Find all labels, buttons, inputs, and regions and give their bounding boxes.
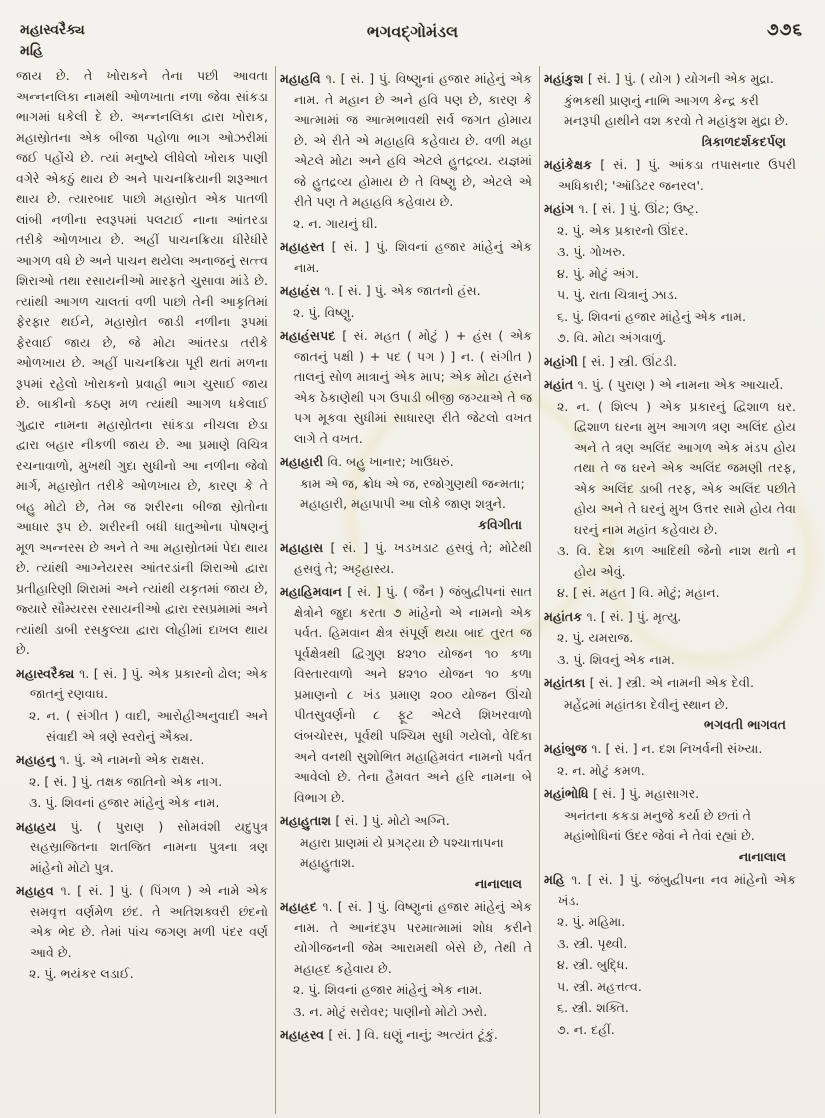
entry-sense: ૨. પું. વિષ્ણુ. <box>293 304 355 320</box>
column-2 <box>276 64 539 1114</box>
entry-headword: મહાંતક <box>544 608 587 624</box>
dictionary-entry: મહાહ્રદ ૧. [ સં. ] પું. વિષ્ણુનાં હજાર માંહેનું એક નામ. તે આનંદરૂપ પરમાત્મામાં શોધ કરીને યોગીજનની જેમ આરામથી બેસે છે, તેથી તે મહાહ્રદ કહેવાય છે. <box>280 899 533 976</box>
dictionary-entry: મહાંગ ૧. [ સં. ] પું. ઊંટ; ઉષ્ટ્ર. <box>544 201 699 217</box>
citation-quote: મહારા પ્રાણમાં યે પ્રગટ્યા છે પશ્ચાત્તાપના મહાહુતાશ. <box>300 834 504 871</box>
entry-sense: ૨. પું. શિવનાં હજાર માંહેનું એક નામ. <box>293 982 483 998</box>
citation-quote: કુંભકથી પ્રાણનું નાભિ આગળ કેન્દ્ર કરી મનરૂપી હાથીને વશ કરવો તે મહાંકુશ મુદ્રા છે. <box>564 92 789 129</box>
citation-source: ત્રિકાળદર્શકદર્પણ <box>701 133 786 149</box>
entry-headword: મહાસ્વરૈક્ય <box>16 665 80 681</box>
dictionary-entry: મહાંબુજ ૧. [ સં. ] ન. દશ નિખર્વની સંખ્યા. <box>544 740 763 756</box>
dictionary-entry: મહાહારી વિ. બહુ ખાનાર; ખાઉધરું. <box>280 454 454 470</box>
column-layout <box>12 64 819 1114</box>
entry-headword: મહાંતકા <box>544 675 590 691</box>
entry-headword: મહાંગ <box>544 201 579 217</box>
entry-headword: મહાંબુજ <box>544 740 592 756</box>
entry-sense: ૨. [ સં. ] પું. તક્ષક જાતિનો એક નાગ. <box>29 773 223 789</box>
entry-sense: ૩. ન. મોટું સરોવર; પાણીનો મોટો ઝરો. <box>293 1003 488 1019</box>
entry-headword: મહાહિમવાન <box>280 584 348 600</box>
dictionary-entry: મહાહ્રસ્વ [ સં. ] વિ. ઘણું નાનું; અત્યંત ટૂંકું. <box>280 1027 498 1043</box>
entry-headword: મહાંકેક્ષક <box>544 157 601 173</box>
citation-quote: કામ એ જ, ક્રોધ એ જ, રજોગુણથી જન્મતા; મહાહારી, મહાપાપી આ લોકે જાણ શત્રુને. <box>300 475 525 512</box>
dictionary-entry: મહાહવ ૧. [ સં. ] પું. ( પિંગળ ) એ નામે એક સમવૃત્ત વર્ણમેળ છંદ. તે અતિશક્વરી છંદનો એક ભેદ છે. તેમાં પાંચ જગણ મળી પંદર વર્ણ આવે છે. <box>16 883 268 960</box>
entry-sense: ૬. પું. શિવનાં હજાર માંહેનું એક નામ. <box>557 308 747 324</box>
citation-source: ભગવતી ભાગવત <box>704 717 786 733</box>
entry-sense: ૩. વિ. દેશ કાળ આદિથી જેનો નાશ થતો ન હોય એવું. <box>557 543 796 579</box>
dictionary-entry: મહાહંસપદ [ સં. મહત ( મોટું ) + હંસ ( એક જાતનું પક્ષી ) + પદ ( પગ ) ] ન. ( સંગીત ) તાલનું સોળ માત્રાનું એક માપ; એક મોટા હંસને એક ઠેકાણેથી પગ ઉપાડી બીજી જગ્યાએ તે જ પગ મૂકવા સુધીમાં સાધારણ રીતે જેટલો વખત લાગે તે વખત. <box>280 328 532 446</box>
entry-sense: ૩. પું. ગોખરુ. <box>557 244 626 260</box>
entry-headword: મહાહવિ <box>280 71 326 86</box>
citation-source: નાનાલાલ <box>474 875 522 891</box>
dictionary-entry: મહાહંસ ૧. [ સં. ] પું. એક જાતનો હંસ. <box>280 283 481 299</box>
entry-headword: મહાંગી <box>544 353 583 369</box>
entry-sense: ૪. સ્ત્રી. બુદ્ધિ. <box>557 957 629 973</box>
entry-sense: ૩. પું. શિવનું એક નામ. <box>557 651 675 667</box>
entry-sense: ૩. સ્ત્રી. પૃથ્વી. <box>557 935 628 951</box>
book-title: ભગવદ્ગોમંડલ <box>366 22 459 41</box>
entry-headword: મહાહવ <box>16 883 61 899</box>
entry-headword: મહાહસ્ત <box>280 239 332 255</box>
entry-sense: ૩. પું. શિવનાં હજાર માંહેનું એક નામ. <box>29 795 220 811</box>
entry-headword: મહાહય <box>16 818 71 834</box>
dictionary-entry: મહાંકુશ [ સં. ] પું. ( યોગ ) યોગની એક મુદ્રા. <box>544 71 774 86</box>
page-header <box>0 12 825 60</box>
dictionary-entry: મહાંગી [ સં. ] સ્ત્રી. ઊંટડી. <box>544 353 678 369</box>
dictionary-entry: મહાહિમવાન [ સં. ] પું. ( જૈન ) જંબુદ્વીપનાં સાત ક્ષેત્રોને જુદા કરતા ૭ માંહેનો એ નામનો એક પર્વત. હિમવાન ક્ષેત્ર સંપૂર્ણ થયા બાદ તુરત જ પૂર્વક્ષેત્રથી દ્વિગુણ ૪૨૧૦ યોજન ૧૦ કળા વિસ્તારવાળો અને ૪૨૧૦ યોજન ૧૦ કળા પ્રમાણનો ૮ ખંડ પ્રમાણ ૨૦૦ યોજન ઊંચો પીતસુવર્ણનો ૮ ફૂટ એટલે શિખરવાળો લંબચોરસ, પૂર્વથી પશ્ચિમ સુધી ગયેલો, વેદિકા અને વનથી સુશોભિત મહાહિમવંત નામનો પર્વત આવેલો છે. તેના હૈમવત અને હરિ નામના બે વિભાગ છે. <box>280 584 532 805</box>
entry-headword: મહાહંસ <box>280 283 325 299</box>
dictionary-entry: મહાંત ૧. પું. ( પુરાણ ) એ નામના એક આચાર્ય. <box>544 377 784 393</box>
dictionary-entry: મહાહય પું. ( પુરાણ ) સોમવંશી યદુપુત્ર સહસ્રાજિતના શતજિત નામના પુત્રના ત્રણ માંહેનો મોટો પુત્ર. <box>16 818 268 875</box>
entry-headword: મહાંત <box>544 377 578 393</box>
entry-headword: મહાહ્રદ <box>280 899 323 915</box>
entry-headword: મહાહ્રસ્વ <box>280 1027 329 1043</box>
citation-source: કવિગીતા <box>478 516 522 532</box>
column-3 <box>540 64 803 1114</box>
entry-sense: ૨. ન. ( શિલ્પ ) એક પ્રકારનું દ્વિશાળ ઘર. દ્વિશાળ ઘરના મુખ આગળ ત્રણ અલિંદ હોય અને તે ત્રણ અલિંદ આગળ એક મંડપ હોય તથા તે જ ઘરને એક અલિંદ જમણી તરફ, એક અલિંદ ડાબી તરફ, એક અલિંદ પછીતે હોય અને તે ઘરનું મુખ ઉત્તર સામે હોય તેવા ઘરનું નામ મહાંત કહેવાય છે. <box>557 398 796 537</box>
entry-headword: મહાહાસ <box>280 540 331 556</box>
dictionary-entry: મહાંતક ૧. [ સં. ] પું. મૃત્યુ. <box>544 608 682 624</box>
entry-headword: મહાહનુ <box>16 752 60 768</box>
citation-source: નાનાલાલ <box>738 848 786 864</box>
citation-quote: અનંતના કકડા મનુજે કર્યા છે છતાં તે મહાંભોધિનાં ઉદર જેવાં ને તેવાં રહ્યાં છે. <box>564 807 755 844</box>
dictionary-entry: મહાહુતાશ [ સં. ] પું. મોટો અગ્નિ. <box>280 813 450 829</box>
running-head-first-word: મહાસ્વરૈક્ય <box>20 22 85 38</box>
dictionary-entry: મહાસ્વરૈક્ય ૧. [ સં. ] પું. એક પ્રકારનો ઢોલ; એક જાતનું રણવાઘ. <box>16 665 268 702</box>
entry-sense: ૪. પું. મોટું અંગ. <box>557 265 639 281</box>
dictionary-entry: મહાહસ્ત [ સં. ] પું. શિવનાં હજાર માંહેનું એક નામ. <box>280 239 532 275</box>
entry-headword: મહાહુતાશ <box>280 813 336 829</box>
entry-sense: ૬. સ્ત્રી. શક્તિ. <box>557 1000 629 1016</box>
citation-quote: મહેંદ્રમાં મહાંતકા દેવીનું સ્થાન છે. <box>564 696 729 712</box>
entry-sense: ૨. ન. ગાયનું ઘી. <box>293 215 378 231</box>
dictionary-entry: મહિ ૧. [ સં. ] પું. જંબુદ્વીપના નવ માંહેનો એક ખંડ. <box>544 872 796 908</box>
entry-sense: ૪. [ સં. મહત ] વિ. મોટું; મહાન. <box>557 585 720 601</box>
dictionary-entry: મહાંકેક્ષક [ સં. ] પું. આંકડા તપાસનાર ઉપરી અધિકારી; 'ઑડિટર જનરલ'. <box>544 157 796 193</box>
entry-headword: મહાહંસપદ <box>280 328 343 344</box>
dictionary-entry: મહાંતકા [ સં. ] સ્ત્રી. એ નામની એક દેવી. <box>544 675 755 691</box>
entry-headword: મહાહારી <box>280 454 328 470</box>
entry-sense: ૭. ન. દહીં. <box>557 1021 615 1037</box>
entry-sense: ૨. પું. ભયંકર લડાઈ. <box>29 966 134 982</box>
continuation-paragraph: જાય છે. તે ખોરાકને તેના પછી આવતા અન્નનલિકા નામથી ઓળખાતા નળા જેવા સાંકડા ભાગમાં ધકેલી દે છે. અન્નનલિકા દ્વારા ખોરાક, મહાસ્રોતના એક બીજા પહોળા ભાગ ઓઝરીમાં જઈ પહોંચે છે. ત્યાં મનુષ્યે લીધેલો ખોરાક પાણી વગેરે એકઠું થાય છે અને પાચનક્રિયાની શરૂઆત થાય છે. ત્યારબાદ પાછો મહાસ્રોત એક પાતળી લાંબી નળીના સ્વરૂપમાં પલટાઈ નાના આંતરડા તરીકે ઓળખાય છે. અહીં પાચનક્રિયા ધીરેધીરે આગળ વધે છે અને પાચન થયેલા અનાજનું સત્ત્વ શિરાઓ તથા રસાયનીઓ મારફતે ચુસાવા માંડે છે. ત્યાંથી આગળ ચાલતાં વળી પાછો તેની આકૃતિમાં ફેરફાર થઈને, મહાસ્રોત જાડી નળીના રૂપમાં ફેરવાઈ જાય છે, જે મોટા આંતરડા તરીકે ઓળખાય છે. અહીં પાચનક્રિયા પૂરી થતાં મળના રૂપમાં રહેલો ખોરાકનો પ્રવાહી ભાગ ચુસાઈ જાય છે. બાકીનો કઠણ મળ ત્યાંથી આગળ ધકેલાઈ ગુદ્વાર નામના મહાસ્રોતના સાંકડા નીચલા છેડા દ્વારા બહાર નીકળી જાય છે. આ પ્રમાણે વિચિત્ર રચનાવાળો, મુખથી ગુદા સુધીનો આ નળીના જેવો માર્ગ, મહાસ્રોત તરીકે ઓળખાય છે, કારણ કે તે બહુ મોટો છે, તેમ જ શરીરના બીજા સ્રોતોના આધાર રૂપ છે. શરીરની બધી ધાતુઓના પોષણનું મૂળ અન્નરસ છે અને તે આ મહાસ્રોતમાં પેદા થાય છે. ત્યાંથી આગ્નેયરસ આંતરડાંની શિરાઓ દ્વારા પ્રતીહારિણી શિરામાં અને ત્યાંથી યકૃતમાં જાય છે, જ્યારે સૌમ્યરસ રસાયનીઓ દ્વારા રસપ્રમામાં અને ત્યાંથી ડાબી રસકુલ્યા દ્વારા લોહીમાં દાખલ થાય છે. <box>16 68 268 658</box>
running-head-last-word: મહિ <box>20 43 44 59</box>
entry-sense: ૭. વિ. મોટા અંગવાળું. <box>557 330 667 346</box>
entry-sense: ૨. પું. એક પ્રકારનો ઊંદર. <box>557 222 689 238</box>
dictionary-entry: મહાહનુ ૧. પું. એ નામનો એક રાક્ષસ. <box>16 752 205 768</box>
column-1 <box>12 64 275 1114</box>
dictionary-entry: મહાહવિ ૧. [ સં. ] પું. વિષ્ણુનાં હજાર માંહેનું એક નામ. તે મહાન છે અને હવિ પણ છે, કારણ કે આત્મામાં જ આત્મભાવથી સર્વ જગત હોમાય છે. એ રીતે એ મહાહવિ કહેવાય છે. વળી મહા એટલે મોટા અને હવિ એટલે હુતદ્રવ્ય. યજ્ઞમાં જે હુતદ્રવ્ય હોમાય છે તે વિષ્ણુ છે, એટલે એ રીતે પણ તે મહાહવિ કહેવાય છે. <box>280 71 532 210</box>
entry-sense: ૫. સ્ત્રી. મહત્તત્વ. <box>557 978 642 994</box>
entry-sense: ૨. ન. મોટું કમળ. <box>557 762 645 778</box>
entry-sense: ૫. પું. રાતા ચિત્રાનું ઝાડ. <box>557 287 678 303</box>
page-number: ૭૭૬ <box>766 20 803 40</box>
entry-headword: મહાંકુશ <box>544 71 588 86</box>
entry-headword: મહાંભોધિ <box>544 786 593 802</box>
dictionary-entry: મહાંભોધિ [ સં. ] પું. મહાસાગર. <box>544 786 700 802</box>
dictionary-entry: મહાહાસ [ સં. ] પું. ખડખડાટ હસવું તે; મોટેથી હસવું તે; અટ્ટહાસ્ય. <box>280 540 532 576</box>
entry-sense: ૨. પું. યમરાજ. <box>557 630 634 646</box>
entry-sense: ૨. ન. ( સંગીત ) વાદી, આરોહીઅનુવાદી અને સંવાદી એ ત્રણે સ્વરોનું ઐક્ય. <box>29 707 268 744</box>
entry-sense: ૨. પું. મહિમા. <box>557 914 626 930</box>
entry-headword: મહિ <box>544 872 572 888</box>
